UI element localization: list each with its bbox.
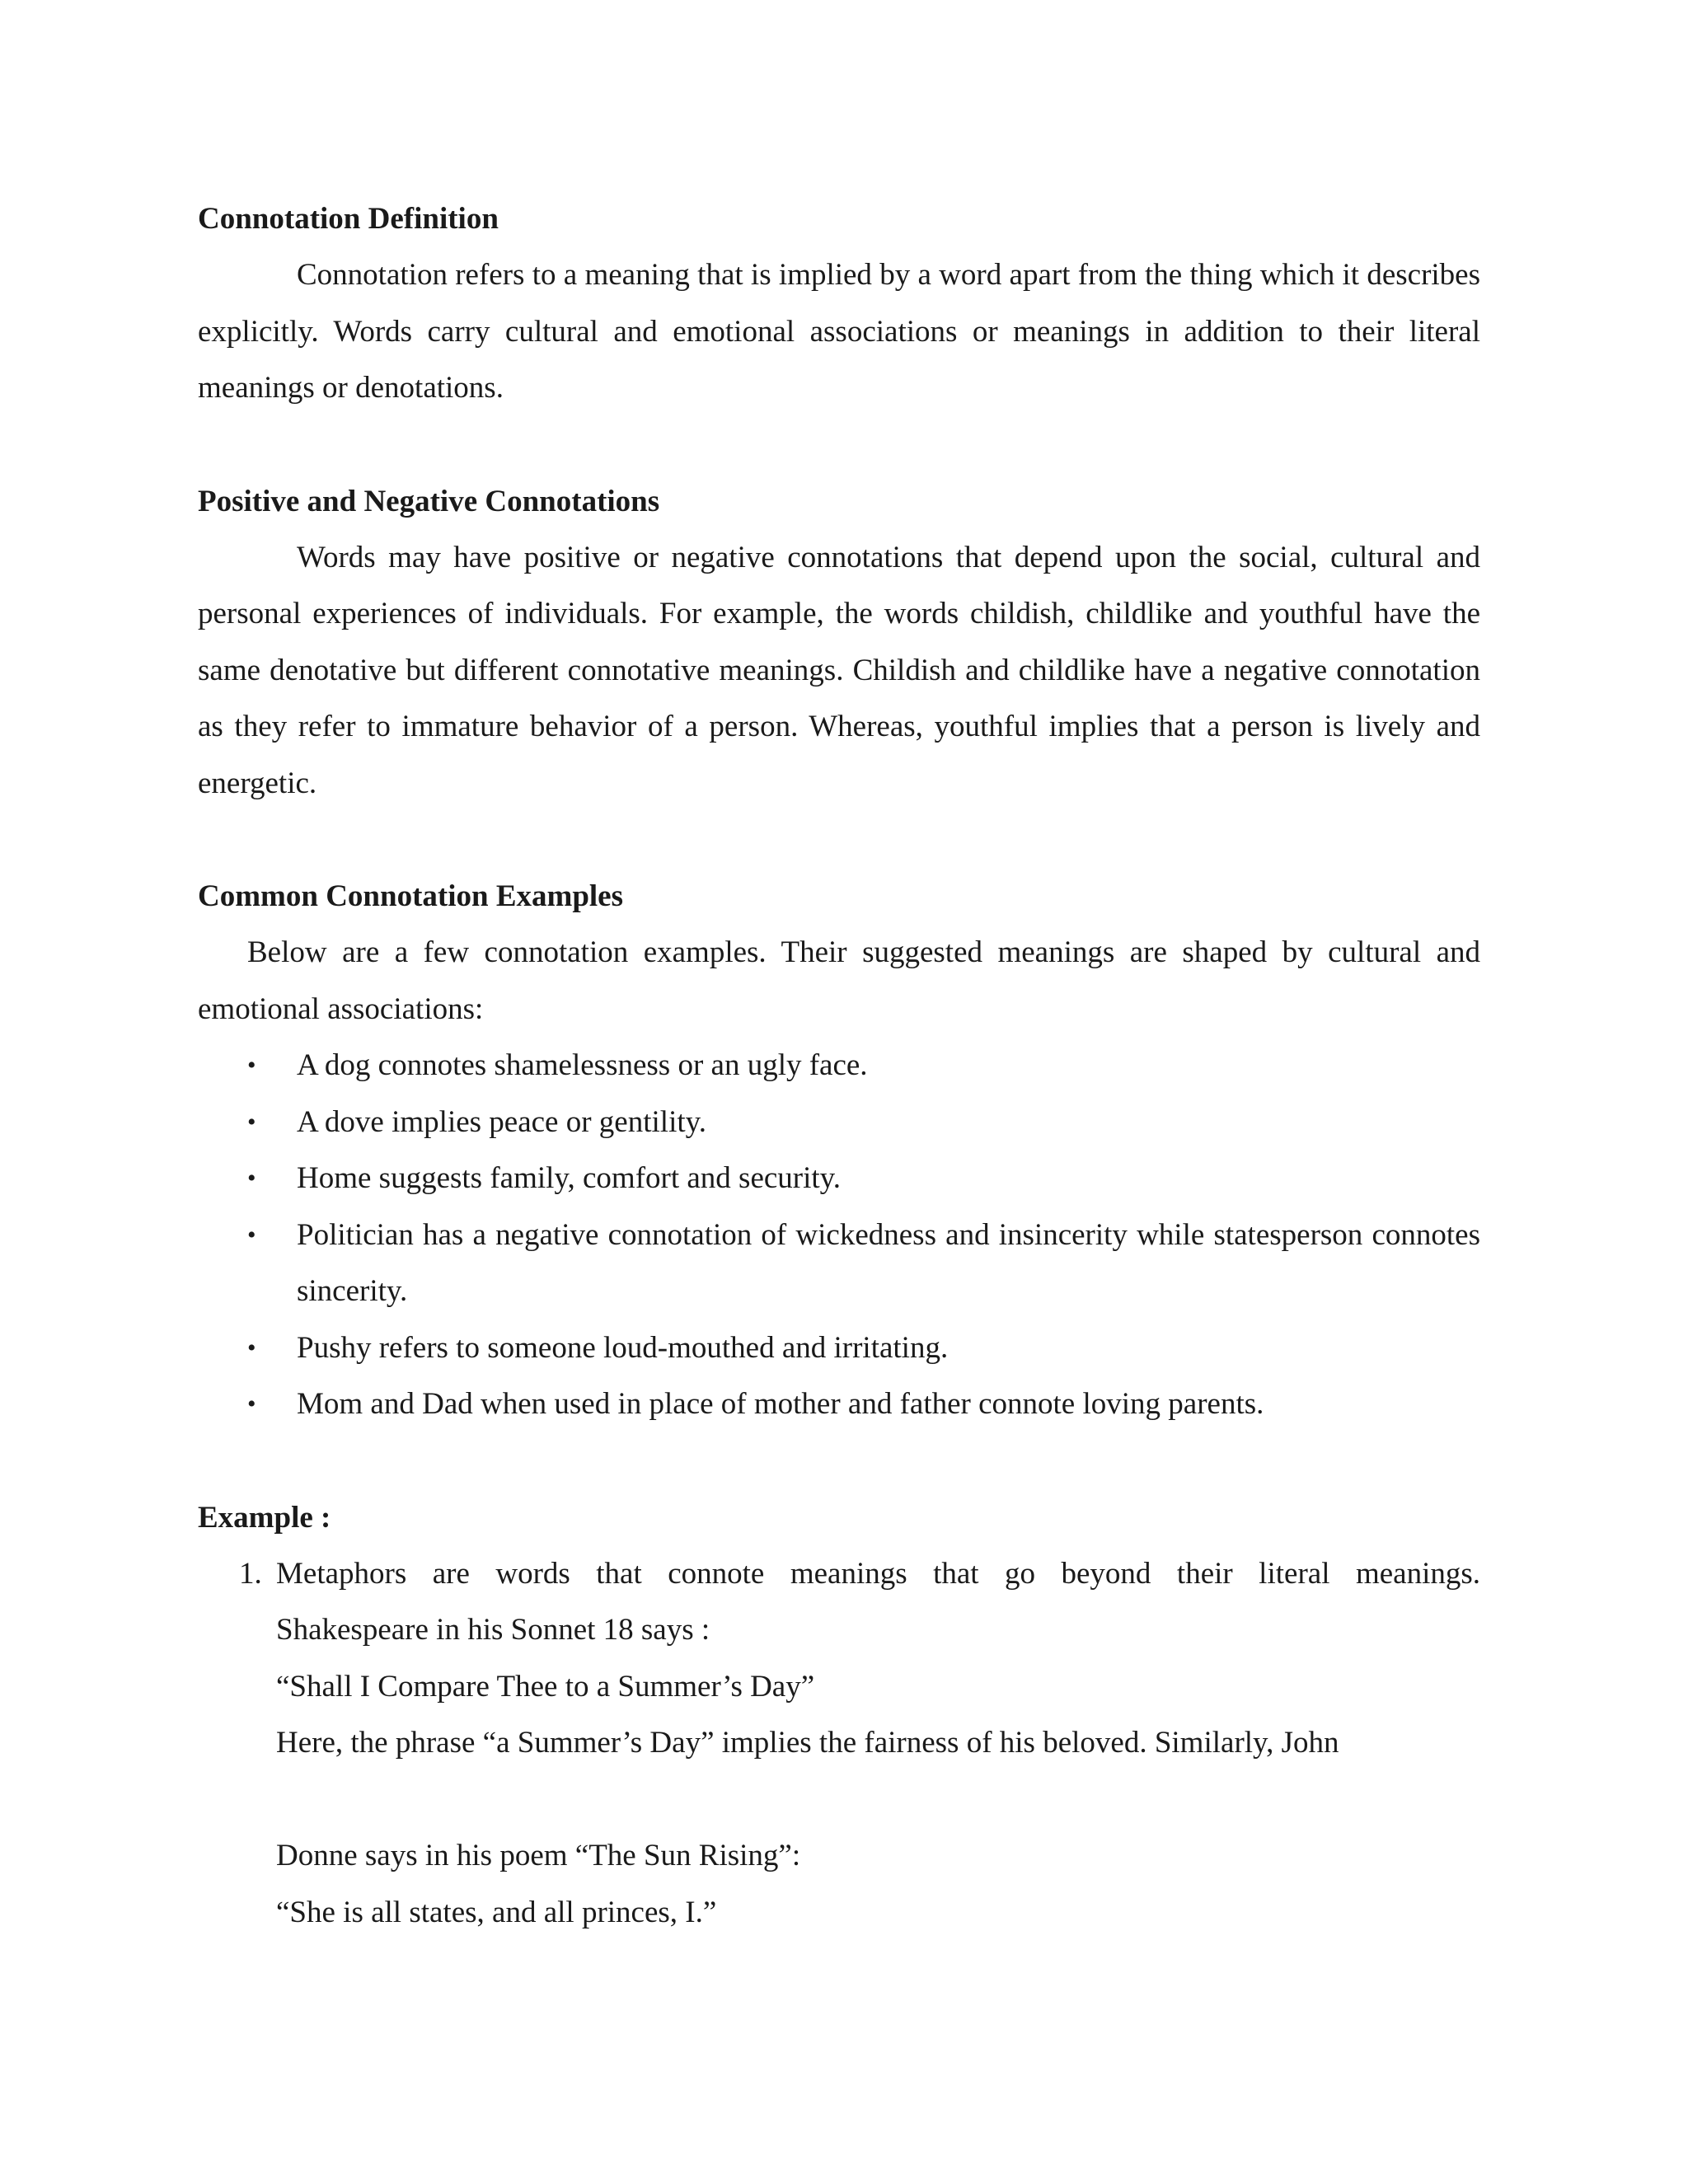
list-item — [198, 1376, 1480, 1433]
positive-negative-paragraph: Words may have positive or negative connotations that depend upon the social, cultural and personal experiences of individuals. For example, the words childish, childlike and youthful have the same denotative but different connotative meanings. Childish and childlike have a negative connotation as they refer to immature behavior of a person. Whereas, youthful implies that a person is lively and energetic. — [198, 540, 1480, 800]
example-quote: “Shall I Compare Thee to a Summer’s Day” — [276, 1669, 815, 1704]
example-number: 1. — [239, 1556, 262, 1591]
document-page — [198, 191, 1480, 1941]
list-item-text: Pushy refers to someone loud-mouthed and irritating. — [297, 1330, 949, 1365]
example-line: Shakespeare in his Sonnet 18 says : — [276, 1613, 710, 1647]
example-item — [198, 1546, 1480, 1942]
section-heading-example: Example : — [198, 1500, 331, 1535]
bullet-icon: • — [247, 1165, 256, 1192]
section-spacer — [198, 1433, 1480, 1490]
section-heading-positive-negative: Positive and Negative Connotations — [198, 484, 660, 518]
section-spacer — [198, 417, 1480, 474]
example-line: Metaphors are words that connote meanings that go beyond their literal meanings. — [276, 1556, 1480, 1591]
list-item — [198, 1207, 1480, 1320]
bullet-icon: • — [247, 1390, 256, 1418]
section-heading-common-examples: Common Connotation Examples — [198, 879, 623, 913]
list-item-text: Home suggests family, comfort and security. — [297, 1161, 842, 1195]
example-line: Donne says in his poem “The Sun Rising”: — [276, 1839, 801, 1872]
example-list — [198, 1546, 1480, 1942]
list-item — [198, 1320, 1480, 1377]
bullet-icon: • — [247, 1221, 256, 1249]
list-item-text: A dove implies peace or gentility. — [297, 1104, 706, 1139]
common-examples-intro: Below are a few connotation examples. Their suggested meanings are shaped by cultural and emotional associations: — [198, 935, 1480, 1026]
bullet-icon: • — [247, 1052, 256, 1079]
list-item-text: Mom and Dad when used in place of mother and father connote loving parents. — [297, 1387, 1264, 1421]
line-spacer — [276, 1772, 1480, 1829]
list-item-text: A dog connotes shamelessness or an ugly face. — [297, 1048, 868, 1082]
connotation-examples-list — [198, 1038, 1480, 1433]
list-item-text: Politician has a negative connotation of wickedness and insincerity while statesperson connotes sincerity. — [297, 1217, 1480, 1308]
example-quote: “She is all states, and all princes, I.” — [276, 1895, 717, 1929]
list-item — [198, 1038, 1480, 1094]
example-line: Here, the phrase “a Summer’s Day” implies the fairness of his beloved. Similarly, John — [276, 1726, 1339, 1760]
definition-paragraph: Connotation refers to a meaning that is implied by a word apart from the thing which it describes explicitly. Words carry cultural and emotional associations or meanings in addition to their literal meanings or denotations. — [198, 258, 1480, 405]
list-item — [198, 1151, 1480, 1207]
section-spacer — [198, 812, 1480, 869]
bullet-icon: • — [247, 1108, 256, 1136]
list-item — [198, 1094, 1480, 1151]
bullet-icon: • — [247, 1333, 256, 1361]
section-heading-definition: Connotation Definition — [198, 202, 499, 236]
